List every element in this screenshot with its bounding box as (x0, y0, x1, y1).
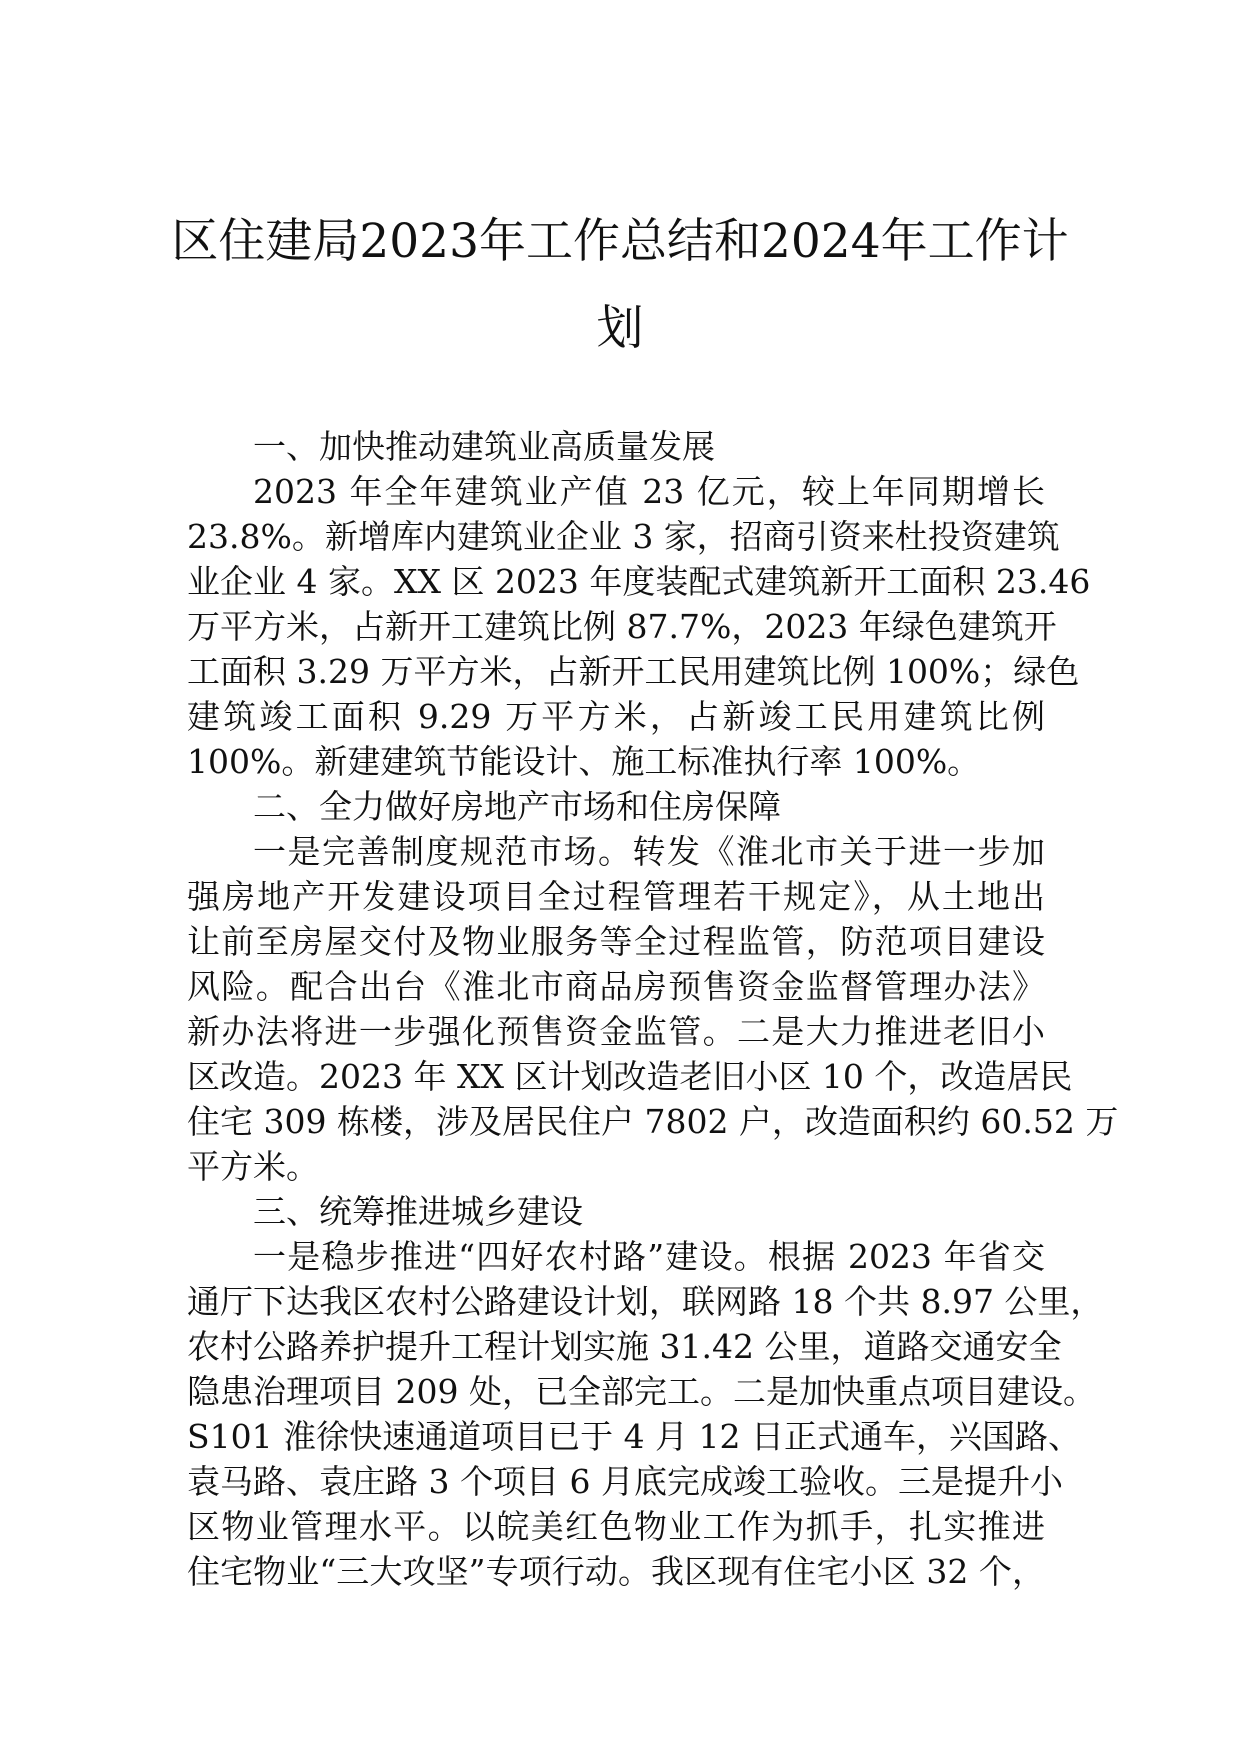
paragraph-line: 业企业 4 家。XX 区 2023 年度装配式建筑新开工面积 23.46 (187, 562, 1091, 601)
document-title-line-2: 划 (596, 301, 644, 356)
paragraph-line: 新办法将进一步强化预售资金监管。二是大力推进老旧小 (187, 1012, 1045, 1051)
paragraph-line: 通厅下达我区农村公路建设计划，联网路 18 个共 8.97 公里， (187, 1282, 1104, 1321)
paragraph-line: 一是稳步推进“四好农村路”建设。根据 2023 年省交 (253, 1237, 1045, 1276)
paragraph-line: 2023 年全年建筑业产值 23 亿元，较上年同期增长 (253, 472, 1045, 511)
paragraph-line: 建筑竣工面积 9.29 万平方米，占新竣工民用建筑比例 (187, 697, 1045, 736)
section-heading: 一、加快推动建筑业高质量发展 (253, 427, 715, 466)
paragraph-line: 袁马路、袁庄路 3 个项目 6 月底完成竣工验收。三是提升小 (187, 1462, 1063, 1501)
paragraph-line: 万平方米，占新开工建筑比例 87.7%，2023 年绿色建筑开 (187, 607, 1057, 646)
section-heading: 二、全力做好房地产市场和住房保障 (253, 787, 781, 826)
paragraph-line: 平方米。 (187, 1147, 319, 1186)
paragraph-line: 强房地产开发建设项目全过程管理若干规定》，从土地出 (187, 877, 1045, 916)
paragraph-line: 让前至房屋交付及物业服务等全过程监管，防范项目建设 (187, 922, 1045, 961)
paragraph-line: 隐患治理项目 209 处，已全部完工。二是加快重点项目建设。 (187, 1372, 1096, 1411)
paragraph-line: 住宅 309 栋楼，涉及居民住户 7802 户，改造面积约 60.52 万 (187, 1102, 1119, 1141)
section-heading: 三、统筹推进城乡建设 (253, 1192, 583, 1231)
paragraph-line: 100%。新建建筑节能设计、施工标准执行率 100%。 (187, 742, 981, 781)
paragraph-line: S101 淮徐快速通道项目已于 4 月 12 日正式通车，兴国路、 (187, 1417, 1082, 1456)
paragraph-line: 住宅物业“三大攻坚”专项行动。我区现有住宅小区 32 个， (187, 1552, 1045, 1591)
paragraph-line: 23.8%。新增库内建筑业企业 3 家，招商引资来杜投资建筑 (187, 517, 1060, 556)
paragraph-line: 农村公路养护提升工程计划实施 31.42 公里，道路交通安全 (187, 1327, 1062, 1366)
paragraph-line: 区改造。2023 年 XX 区计划改造老旧小区 10 个，改造居民 (187, 1057, 1073, 1096)
paragraph-line: 一是完善制度规范市场。转发《淮北市关于进一步加 (253, 832, 1045, 871)
document-title-line-1: 区住建局2023年工作总结和2024年工作计 (171, 214, 1069, 269)
paragraph-line: 区物业管理水平。以皖美红色物业工作为抓手，扎实推进 (187, 1507, 1045, 1546)
paragraph-line: 工面积 3.29 万平方米，占新开工民用建筑比例 100%；绿色 (187, 652, 1080, 691)
paragraph-line: 风险。配合出台《淮北市商品房预售资金监督管理办法》 (187, 967, 1045, 1006)
